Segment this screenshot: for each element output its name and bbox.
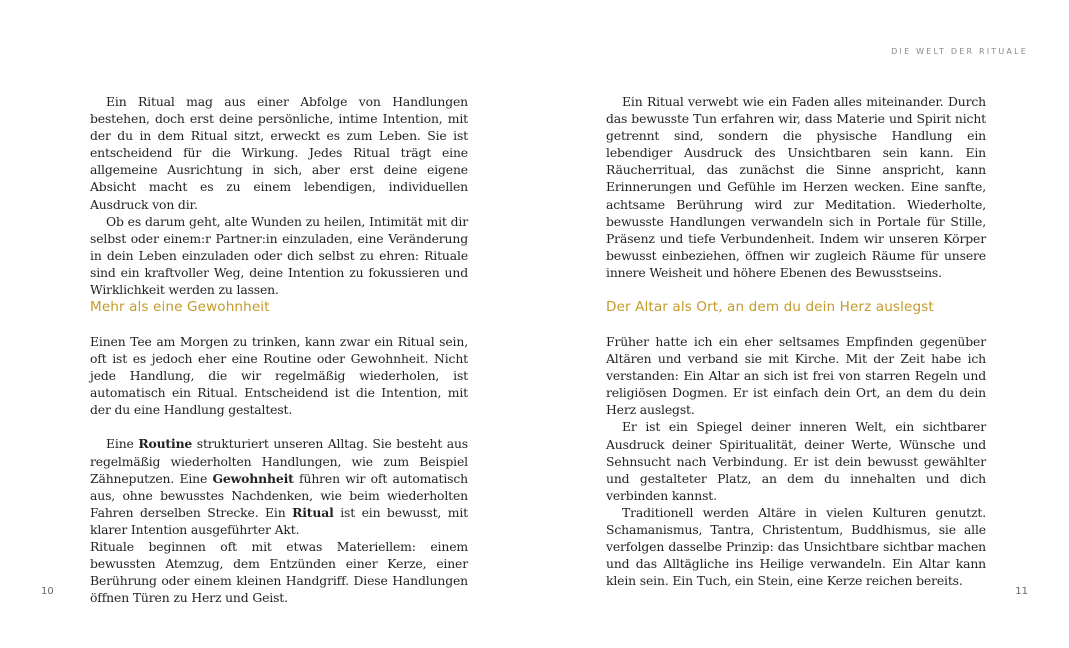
page-number: 10 <box>41 586 54 597</box>
section-heading: Mehr als eine Gewohnheit <box>90 299 270 315</box>
body-paragraph: Traditionell werden Altäre in vielen Kulturen genutzt. Schamanismus, Tantra, Christentum, Buddhismus, sie alle verfolgen dasselbe Prinzip: das Unsichtbare sichtbar machen und das Alltägliche ins Heilige verwandeln. Ein Altar kann klein sein. Ein Tuch, ein Stein, eine Kerze reichen bereits. <box>606 504 986 589</box>
body-paragraph: Er ist ein Spiegel deiner inneren Welt, ein sichtbarer Ausdruck deiner Spiritualität, deiner Werte, Wünsche und Sehnsucht nach Verbindung. Er ist dein bewusst gewählter und gestalteter Platz, an dem du innehalten und dich verbinden kannst. <box>606 419 986 503</box>
left-page <box>0 0 534 648</box>
body-paragraph: Rituale beginnen oft mit etwas Materiellem: einem bewussten Atemzug, dem Entzünden einer Kerze, einer Berührung oder einem kleinen Handgriff. Diese Handlungen öffnen Türen zu Herz und Geist. <box>90 539 468 606</box>
term-gewohnheit: Gewohnheit <box>212 470 294 486</box>
text-run: Eine <box>106 436 139 452</box>
section-heading: Der Altar als Ort, an dem du dein Herz auslegst <box>606 299 934 315</box>
running-head: DIE WELT DER RITUALE <box>891 47 1028 56</box>
term-ritual: Ritual <box>292 504 334 520</box>
term-routine: Routine <box>138 436 193 452</box>
text-run: strukturiert unseren Alltag. Sie besteht aus regelmäßig wiederholten Handlungen, wie zum Beispiel Zähneputzen. Eine <box>90 436 468 486</box>
body-paragraph: Ein Ritual mag aus einer Abfolge von Handlungen bestehen, doch erst deine persönliche, intime Intention, mit der du in dem Ritual sitzt, erweckt es zum Leben. Sie ist entscheidend für die Wirkung. Jedes Ritual trägt eine allgemeine Ausrichtung in sich, aber erst deine eigene Absicht macht es zu einem lebendigen, individuellen Ausdruck von dir. <box>90 94 468 212</box>
right-intro <box>606 93 986 281</box>
body-paragraph: Einen Tee am Morgen zu trinken, kann zwar ein Ritual sein, oft ist es jedoch eher eine Routine oder Gewohnheit. Nicht jede Handlung, die wir regelmäßig wiederholen, ist automatisch ein Ritual. Entscheidend ist die Intention, mit der du eine Handlung gestaltest. <box>90 334 468 418</box>
left-intro <box>90 93 468 298</box>
right-page <box>535 0 1069 648</box>
body-paragraph: Früher hatte ich ein eher seltsames Empfinden gegenüber Altären und verband sie mit Kirche. Mit der Zeit habe ich verstanden: Ein Altar an sich ist frei von starren Regeln und religiösen Dogmen. Er ist einfach dein Ort, an dem du dein Herz auslegst. <box>606 334 986 418</box>
page-number: 11 <box>1015 586 1028 597</box>
right-section-body <box>606 333 986 589</box>
body-paragraph: Ob es darum geht, alte Wunden zu heilen, Intimität mit dir selbst oder einem:r Partner:in einzuladen, eine Veränderung in dein Leben einzuladen oder dich selbst zu ehren: Rituale sind ein kraftvoller Weg, deine Intention zu fokussieren und Wirklichkeit werden zu lassen. <box>90 213 468 298</box>
body-paragraph: Ein Ritual verwebt wie ein Faden alles miteinander. Durch das bewusste Tun erfahren wir, dass Materie und Spirit nicht getrennt sind, sondern die physische Handlung ein lebendiger Ausdruck des Unsichtbaren sein kann. Ein Räucherritual, das zunächst die Sinne anspricht, kann Erinnerungen und Gefühle im Herzen wecken. Eine sanfte, achtsame Berührung wird zur Meditation. Wiederholte, bewusste Handlungen verwandeln sich in Portale für Stille, Präsenz und tiefe Verbundenheit. Indem wir unseren Körper bewusst einbeziehen, öffnen wir zugleich Räume für unsere innere Weisheit und höhere Ebenen des Bewusstseins. <box>606 94 986 280</box>
body-paragraph-definitions <box>90 435 468 538</box>
text-run: ist ein bewusst, mit klarer Intention ausgeführter Akt. <box>90 504 468 537</box>
text-run: führen wir oft automatisch aus, ohne bewusstes Nachdenken, wie beim wiederholten Fahren derselben Strecke. Ein <box>90 470 468 520</box>
left-section-body <box>90 333 468 606</box>
